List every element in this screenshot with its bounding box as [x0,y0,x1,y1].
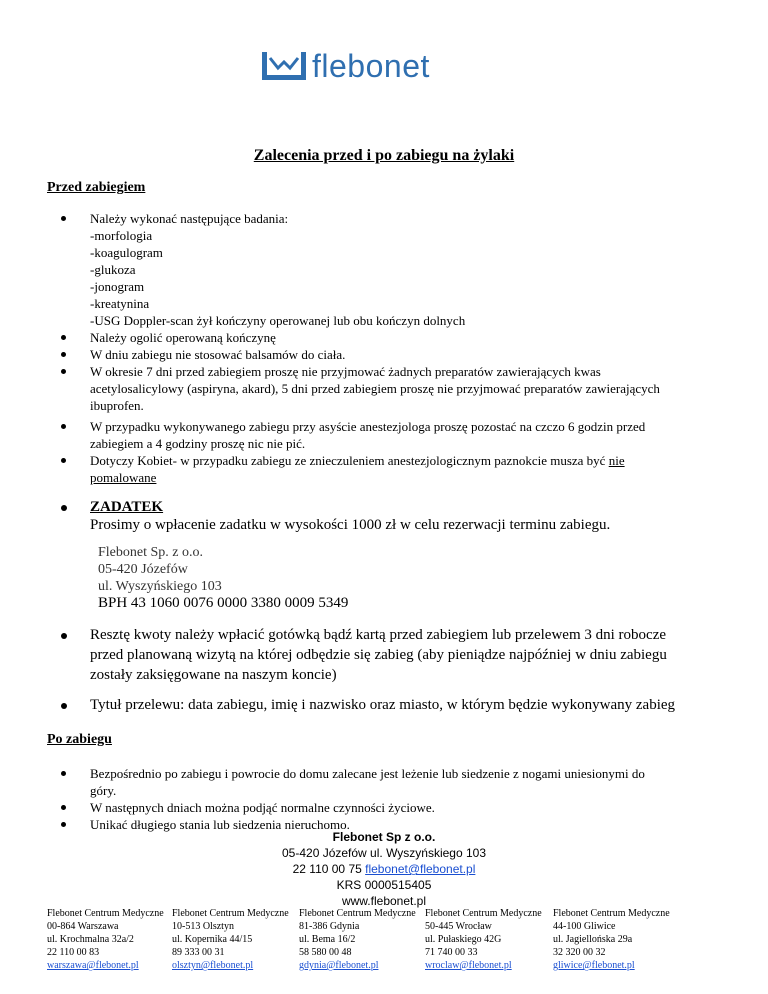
underlined-text: pomalowane [90,470,157,485]
branch-email-link[interactable]: warszawa@flebonet.pl [47,960,139,971]
branch-phone: 32 320 00 32 [553,947,606,958]
branch-street: ul. Pułaskiego 42G [425,934,502,945]
footer-website: www.flebonet.pl [341,894,427,908]
deposit-text: Prosimy o wpłacenie zadatku w wysokości 1000 zł w celu rezerwacji terminu zabiegu. [90,517,611,533]
test-item: -koagulogram [90,245,163,260]
text-line: Dotyczy Kobiet- w przypadku zabiegu ze znieczuleniem anestezjologicznym paznokcie musza być [90,453,609,468]
branch-email-link[interactable]: gliwice@flebonet.pl [553,960,635,971]
text-line: W przypadku wykonywanego zabiegu przy asyście anestezjologa proszę pozostać na czczo 6 godzin przed [90,419,646,434]
section-heading-after: Po zabiegu [47,732,112,747]
logo-mark-icon [262,52,306,80]
company-logo [262,46,430,86]
branch-name: Flebonet Centrum Medyczne [425,908,542,919]
list-item-remaining-payment [90,625,740,685]
branch-warszawa [47,907,175,972]
bank-account: BPH 43 1060 0076 0000 3380 0009 5349 [98,595,349,611]
text-line: góry. [90,783,117,798]
list-item-fasting [90,418,730,452]
list-item-transfer-title: Tytuł przelewu: data zabiegu, imię i nazwisko oraz miasto, w którym będzie wykonywany zabieg [90,695,750,715]
branch-email-link[interactable]: olsztyn@flebonet.pl [172,960,254,971]
list-item-medication [90,363,730,414]
test-item: -jonogram [90,279,145,294]
branch-street: ul. Jagiellońska 29a [553,934,633,945]
test-item: -USG Doppler-scan żył kończyny operowanej lub obu kończyn dolnych [90,313,466,328]
deposit-company: Flebonet Sp. z o.o. [98,545,203,560]
list-item-rest [90,765,730,799]
test-item: -morfologia [90,228,153,243]
test-item: -glukoza [90,262,136,277]
deposit-heading: ZADATEK [90,499,164,515]
underlined-text: nie [608,453,625,468]
branch-phone: 58 580 00 48 [299,947,352,958]
branch-olsztyn [172,907,300,972]
footer-address: 05-420 Józefów ul. Wyszyńskiego 103 [282,846,486,860]
footer-phone: 22 110 00 75 [292,862,366,876]
tests-list [90,227,465,329]
branch-name: Flebonet Centrum Medyczne [172,908,289,919]
list-item-nails [90,452,730,486]
branch-name: Flebonet Centrum Medyczne [553,908,670,919]
text-line: przed planowaną wizytą na której odbędzie się zabieg (aby pieniądze najpóźniej w dniu zabiegu [90,647,667,663]
branch-phone: 71 740 00 33 [425,947,478,958]
text-line: Bezpośrednio po zabiegu i powrocie do domu zalecane jest leżenie lub siedzenie z nogami uniesionymi do [90,766,645,781]
branch-city: 00-864 Warszawa [47,921,119,932]
branch-city: 10-513 Olsztyn [172,921,234,932]
branch-phone: 89 333 00 31 [172,947,225,958]
text-line: zostały zaksięgowane na naszym koncie) [90,667,337,683]
text-line: acetylosalicylowy (aspiryna, akard), 5 dni przed zabiegiem proszę nie przyjmować preparatów zawierających [90,381,660,396]
branch-street: ul. Kopernika 44/15 [172,934,253,945]
branch-city: 44-100 Gliwice [553,921,616,932]
branch-phone: 22 110 00 83 [47,947,100,958]
branch-street: ul. Bema 16/2 [299,934,356,945]
branch-name: Flebonet Centrum Medyczne [47,908,164,919]
branch-email-link[interactable]: wroclaw@flebonet.pl [425,960,512,971]
text-line: W okresie 7 dni przed zabiegiem proszę nie przyjmować żadnych preparatów zawierających kwas [90,364,601,379]
text-line: ibuprofen. [90,398,144,413]
list-item-no-balm: W dniu zabiegu nie stosować balsamów do ciała. [90,347,346,362]
list-item-avoid-standing: Unikać długiego stania lub siedzenia nieruchomo. [90,817,350,832]
text-line: Resztę kwoty należy wpłacić gotówką bądź kartą przed zabiegiem lub przelewem 3 dni robocze [90,627,667,643]
logo-text: flebonet [312,48,430,84]
footer-company: Flebonet Sp z o.o. [332,830,436,844]
list-item-normal-activity: W następnych dniach można podjąć normalne czynności życiowe. [90,800,435,815]
list-item-shave: Należy ogolić operowaną kończynę [90,330,276,345]
page-title: Zalecenia przed i po zabiegu na żylaki [253,147,515,164]
list-item-tests: Należy wykonać następujące badania: [90,211,289,226]
deposit-street: ul. Wyszyńskiego 103 [98,579,222,594]
branch-email-link[interactable]: gdynia@flebonet.pl [299,960,379,971]
text-line: zabiegiem a 4 godziny proszę nic nie pić. [90,436,306,451]
section-heading-before: Przed zabiegiem [47,180,146,195]
branch-gliwice [553,907,681,972]
branch-street: ul. Krochmalna 32a/2 [47,934,134,945]
branch-wroclaw [425,907,553,972]
test-item: -kreatynina [90,296,150,311]
footer-krs: KRS 0000515405 [336,878,432,892]
branch-name: Flebonet Centrum Medyczne [299,908,416,919]
branch-city: 81-386 Gdynia [299,921,360,932]
branch-gdynia [299,907,427,972]
footer-email-link[interactable]: flebonet@flebonet.pl [365,862,476,876]
footer-contact [0,861,768,877]
deposit-city: 05-420 Józefów [98,562,188,577]
branch-city: 50-445 Wrocław [425,921,492,932]
